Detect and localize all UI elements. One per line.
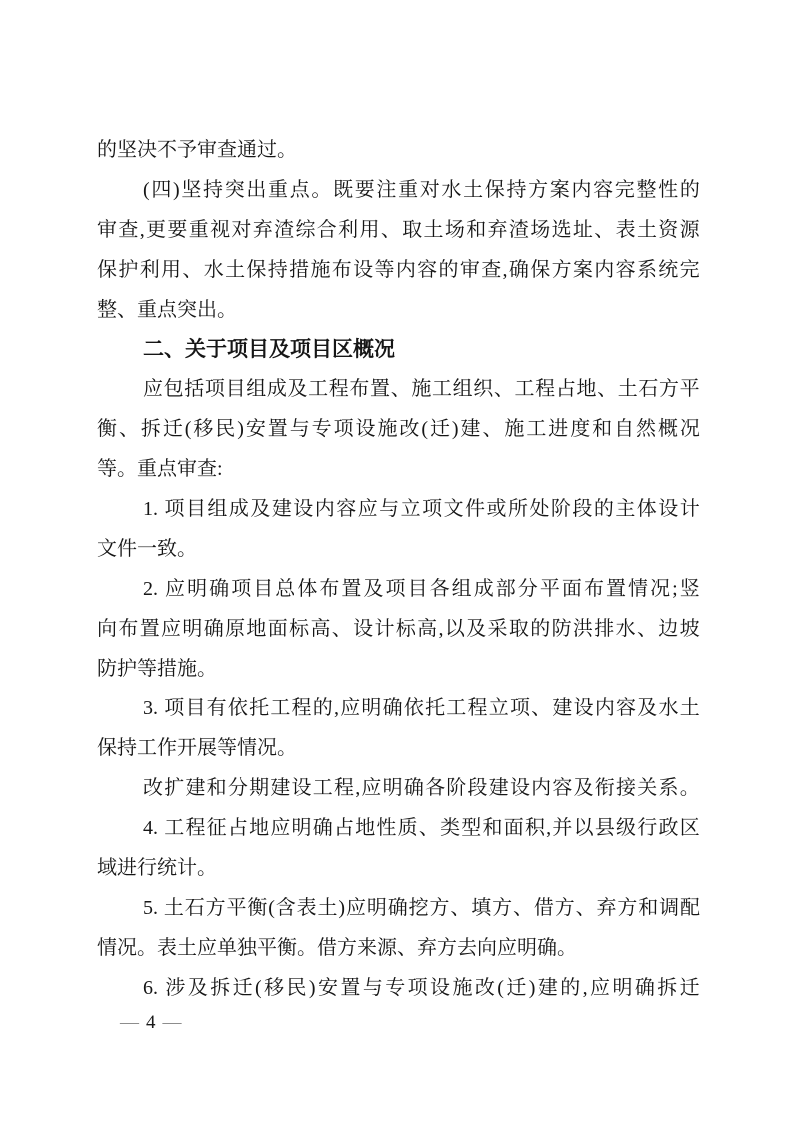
text-line: 3. 项 目 有 依 托 工 程 的 , 应 明 确 依 托 工 程 立 项 、 建 设 内 容 及 水 土: [143, 697, 700, 720]
footer-dash-right: —: [162, 1012, 182, 1033]
text-line: 衡 、 拆 迁 ( 移 民 ) 安 置 与 专 项 设 施 改 ( 迁 ) 建 、 施 工 进 度 和 自 然 概 况: [97, 418, 700, 441]
page-number: 4: [146, 1012, 156, 1033]
text-line: 4. 工 程 征 占 地 应 明 确 占 地 性 质 、 类 型 和 面 积 , 并 以 县 级 行 政 区: [143, 817, 700, 840]
text-line: ( 四 ) 坚 持 突 出 重 点 。 既 要 注 重 对 水 土 保 持 方 案 内 容 完 整 性 的: [143, 178, 700, 201]
text-line: 整、重点突出。: [97, 298, 237, 321]
page-footer: [120, 1012, 182, 1034]
text-line: 保 护 利 用 、 水 土 保 持 措 施 布 设 等 内 容 的 审 查 , 确 保 方 案 内 容 系 统 完: [97, 258, 700, 281]
text-line: 向 布 置 应 明 确 原 地 面 标 高 、 设 计 标 高 , 以 及 采 取 的 防 洪 排 水 、 边 坡: [97, 617, 700, 640]
text-line: 1. 项 目 组 成 及 建 设 内 容 应 与 立 项 文 件 或 所 处 阶 段 的 主 体 设 计: [143, 498, 700, 521]
footer-dash-left: —: [120, 1012, 139, 1033]
text-line: 审 查 , 更 要 重 视 对 弃 渣 综 合 利 用 、 取 土 场 和 弃 渣 场 选 址 、 表 土 资 源: [97, 218, 700, 241]
section-heading: 二、关于项目及项目区概况: [143, 338, 395, 362]
text-line: 6. 涉 及 拆 迁 ( 移 民 ) 安 置 与 专 项 设 施 改 ( 迁 ) 建 的 , 应 明 确 拆 迁: [143, 976, 700, 999]
text-line: 保持工作开展等情况。: [97, 737, 297, 760]
text-line: 改 扩 建 和 分 期 建 设 工 程 , 应 明 确 各 阶 段 建 设 内 容 及 衔 接 关 系 。: [143, 777, 700, 800]
text-line: 2. 应 明 确 项 目 总 体 布 置 及 项 目 各 组 成 部 分 平 面 布 置 情 况 ; 竖: [143, 577, 700, 600]
text-line: 等。重点审查:: [97, 458, 223, 481]
text-line: 文件一致。: [97, 537, 197, 560]
text-line: 情况。表土应单独平衡。借方来源、弃方去向应明确。: [97, 936, 577, 959]
text-line: 的坚决不予审查通过。: [97, 139, 297, 161]
document-body: [97, 131, 700, 1009]
text-line: 5. 土 石 方 平 衡 ( 含 表 土 ) 应 明 确 挖 方 、 填 方 、 借 方 、 弃 方 和 调 配: [143, 896, 700, 919]
text-line: 防护等措施。: [97, 657, 217, 680]
text-line: 域进行统计。: [97, 857, 217, 880]
text-line: 应 包 括 项 目 组 成 及 工 程 布 置 、 施 工 组 织 、 工 程 占 地 、 土 石 方 平: [143, 378, 700, 401]
